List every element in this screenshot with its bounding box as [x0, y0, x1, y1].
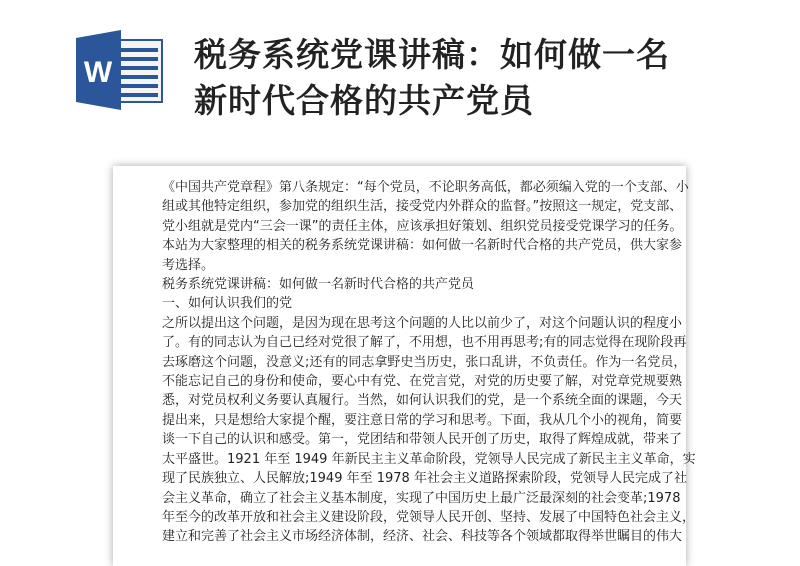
document-line: 建立和完善了社会主义市场经济体制，经济、社会、科技等各个领域都取得举世瞩目的伟大 — [162, 529, 683, 545]
document-line: 考选择。 — [162, 257, 215, 273]
document-line: 《中国共产党章程》第八条规定：“每个党员，不论职务高低，都必须编入党的一个支部、小 — [162, 180, 689, 195]
document-line: 党小组就是党内“三会一课”的责任主体，应该承担好策划、组织党员接受党课学习的任务。 — [162, 218, 683, 234]
document-page — [113, 166, 696, 566]
document-line: 本站为大家整理的相关的税务系统党课讲稿：如何做一名新时代合格的共产党员，供大家参 — [162, 238, 683, 254]
svg-text:W: W — [83, 56, 113, 89]
word-document-icon — [76, 30, 166, 110]
title-line: 新时代合格的共产党员 — [194, 81, 534, 120]
document-line: 一、如何认识我们的党 — [162, 296, 293, 312]
document-line: 了。有的同志认为自己已经对党很了解了，不用想，也不用再思考;有的同志觉得在现阶段再 — [162, 335, 687, 351]
document-line: 去琢磨这个问题，没意义;还有的同志拿野史当历史，张口乱讲，不负责任。作为一名党员， — [162, 354, 687, 370]
document-line: 税务系统党课讲稿：如何做一名新时代合格的共产党员 — [162, 277, 475, 293]
document-line: 会主义革命，确立了社会主义基本制度，实现了中国历史上最广泛最深刻的社会变革;1978 — [162, 490, 681, 506]
document-line: 不能忘记自己的身份和使命，要心中有党、在党言党，对党的历史要了解，对党章党规要熟 — [162, 374, 683, 390]
header — [0, 0, 800, 150]
document-line: 组或其他特定组织，参加党的组织生活，接受党内外群众的监督。”按照这一规定，党支部、 — [162, 199, 683, 215]
document-line: 提出来，只是想给大家提个醒，要注意日常的学习和思考。下面，我从几个小的视角，简要 — [162, 412, 683, 428]
document-line: 年至今的改革开放和社会主义建设阶段，党领导人民开创、坚持、发展了中国特色社会主义， — [162, 509, 696, 525]
page-title — [194, 32, 670, 124]
document-line: 谈一下自己的认识和感受。第一，党团结和带领人民开创了历史，取得了辉煌成就，带来了 — [162, 432, 683, 448]
document-line: 现了民族独立、人民解放;1949 年至 1978 年社会主义道路探索阶段，党领导人民完成了社 — [162, 471, 687, 487]
document-body — [162, 178, 696, 547]
document-line: 悉，对党员权利义务要认真履行。当然，如何认识我们的党，是一个系统全面的课题，今天 — [162, 393, 683, 409]
document-line: 之所以提出这个问题，是因为现在思考这个问题的人比以前少了，对这个问题认识的程度小 — [162, 315, 683, 331]
document-line: 太平盛世。1921 年至 1949 年新民主主义革命阶段，党领导人民完成了新民主主义革命，实 — [162, 451, 696, 467]
title-line: 税务系统党课讲稿：如何做一名 — [194, 35, 670, 74]
